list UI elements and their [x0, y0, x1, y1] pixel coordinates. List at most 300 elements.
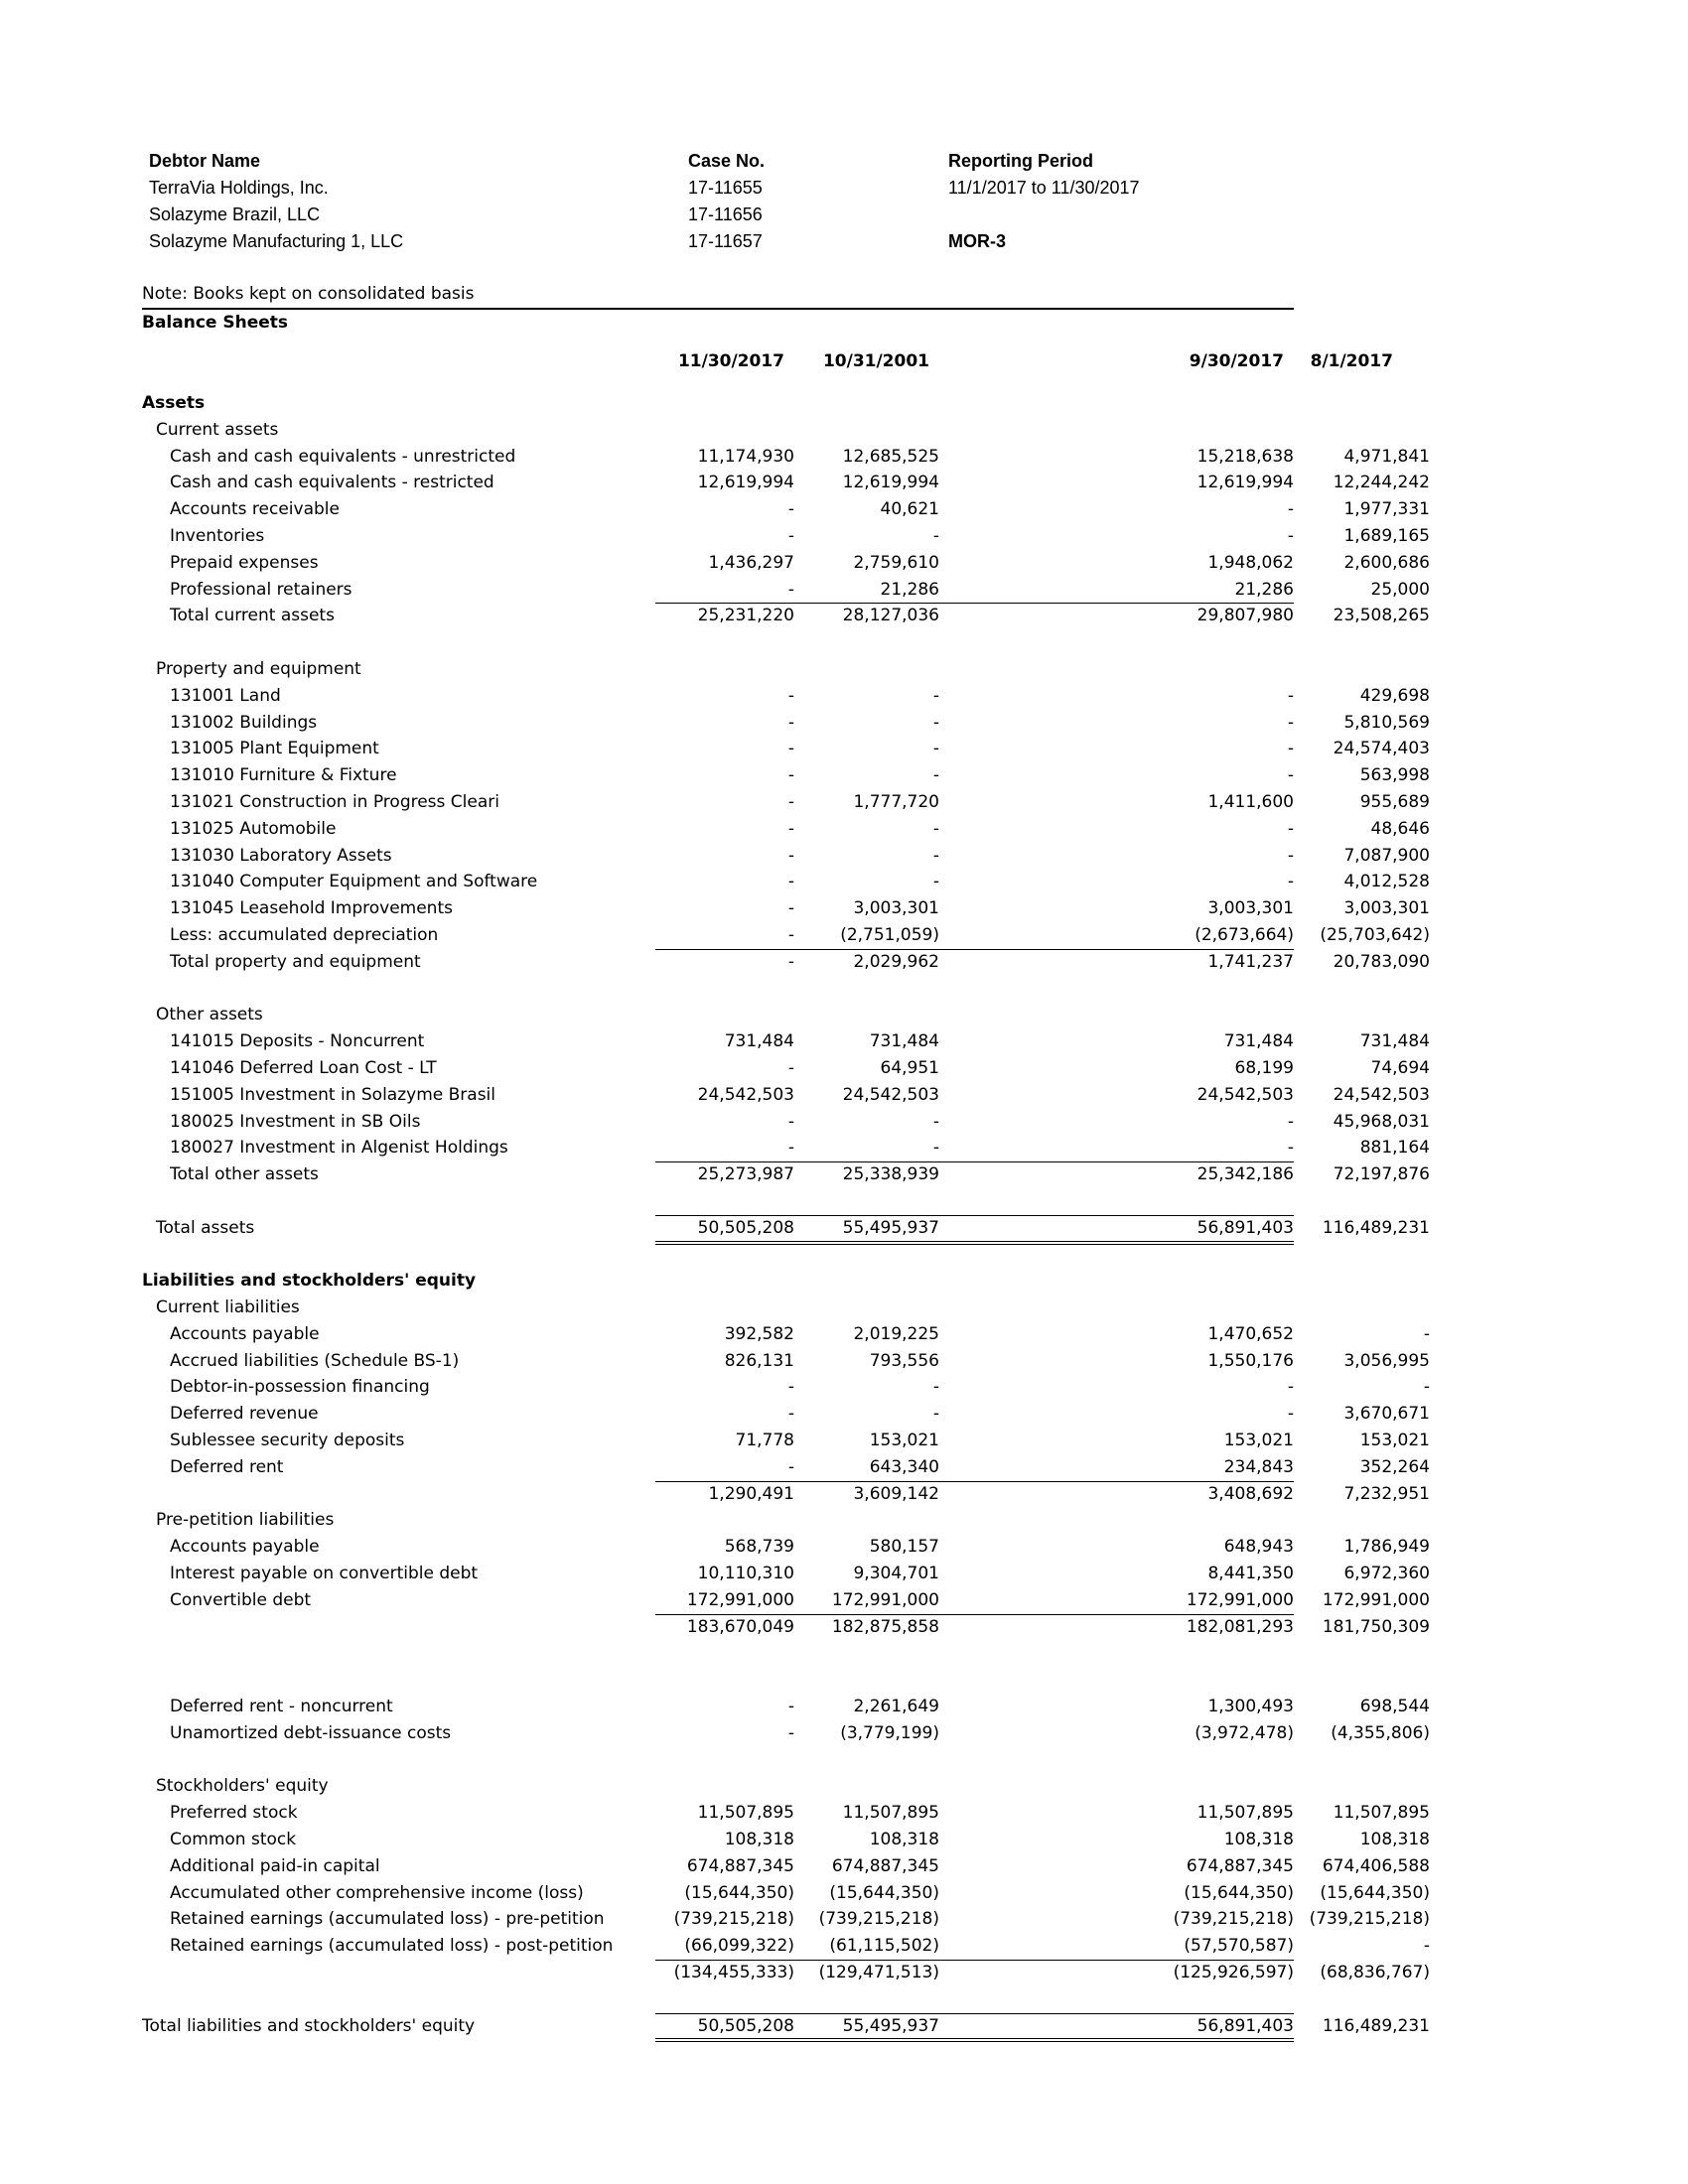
cell-value: (2,751,059) — [840, 924, 939, 945]
cell-value: 826,131 — [724, 1350, 794, 1371]
row-label: Preferred stock — [170, 1803, 298, 1824]
row-label: Cash and cash equivalents - unrestricted — [170, 446, 516, 467]
cell-value: 24,542,503 — [842, 1084, 939, 1105]
cell-value: 108,318 — [1359, 1830, 1430, 1850]
cell-value: 20,783,090 — [1333, 951, 1430, 972]
cell-value: 153,021 — [1223, 1431, 1294, 1451]
cell-value: (2,673,664) — [1195, 924, 1294, 945]
cell-value: 12,685,525 — [842, 446, 939, 467]
cell-value: - — [1287, 1111, 1294, 1132]
column-header: 10/31/2001 — [822, 351, 929, 371]
cell-value: - — [787, 1057, 794, 1078]
cell-value: 182,875,858 — [831, 1616, 939, 1637]
spacer — [142, 1747, 1294, 1774]
cell-value: 2,600,686 — [1343, 552, 1430, 573]
spacer — [142, 1667, 1294, 1694]
cell-value: - — [932, 845, 939, 866]
subtotal-row — [142, 1960, 1430, 1986]
cell-value: 45,968,031 — [1333, 1111, 1430, 1132]
cell-value: 1,777,720 — [853, 791, 939, 812]
cell-value: 48,646 — [1370, 818, 1430, 839]
cell-value: - — [932, 872, 939, 892]
cell-value: 108,318 — [869, 1830, 939, 1850]
cell-value: 1,411,600 — [1207, 791, 1294, 812]
cell-value: 4,012,528 — [1343, 872, 1430, 892]
row-label: Debtor-in-possession financing — [170, 1377, 430, 1398]
cell-value: - — [1287, 685, 1294, 706]
table-row — [142, 922, 1430, 949]
section-header — [142, 417, 1294, 444]
cell-value: - — [1287, 1404, 1294, 1425]
cell-value: - — [787, 1722, 794, 1743]
table-row — [142, 1906, 1430, 1933]
row-label: Assets — [142, 393, 206, 413]
reporting-period-label: Reporting Period — [948, 151, 1094, 171]
cell-value: 108,318 — [1223, 1830, 1294, 1850]
cell-value: (15,644,350) — [829, 1882, 939, 1903]
rule — [655, 1215, 1294, 1216]
cell-value: 731,484 — [1359, 1031, 1430, 1052]
cell-value: 11,174,930 — [697, 446, 794, 467]
cell-value: 172,991,000 — [1186, 1589, 1294, 1610]
cell-value: 11,507,895 — [697, 1803, 794, 1824]
table-row — [142, 816, 1430, 843]
cell-value: - — [1287, 818, 1294, 839]
case-no: 17-11655 — [688, 178, 763, 198]
cell-value: 181,750,309 — [1322, 1616, 1430, 1637]
cell-value: 50,505,208 — [697, 2015, 794, 2036]
table-row — [142, 710, 1430, 737]
cell-value: (134,455,333) — [673, 1963, 794, 1983]
cell-value: 643,340 — [869, 1456, 939, 1477]
cell-value: 674,887,345 — [831, 1855, 939, 1876]
cell-value: 3,609,142 — [853, 1483, 939, 1504]
double-rule — [655, 1241, 1294, 1245]
cell-value: (4,355,806) — [1331, 1722, 1430, 1743]
table-row — [142, 1853, 1430, 1880]
table-row — [142, 736, 1430, 762]
cell-value: 1,741,237 — [1207, 951, 1294, 972]
cell-value: (15,644,350) — [1320, 1882, 1430, 1903]
cell-value: 3,056,995 — [1343, 1350, 1430, 1371]
row-label: 131045 Leasehold Improvements — [170, 898, 453, 919]
rule — [655, 1960, 1294, 1961]
cell-value: - — [787, 898, 794, 919]
cell-value: 2,759,610 — [853, 552, 939, 573]
cell-value: - — [1423, 1936, 1430, 1957]
cell-value: 25,273,987 — [697, 1164, 794, 1185]
row-label: Inventories — [170, 525, 265, 546]
table-row — [142, 1401, 1430, 1428]
table-row — [142, 1454, 1430, 1481]
cell-value: 698,544 — [1359, 1697, 1430, 1717]
row-label: Liabilities and stockholders' equity — [142, 1271, 477, 1292]
cell-value: 234,843 — [1223, 1456, 1294, 1477]
assets-header — [142, 390, 1294, 417]
cell-value: 1,470,652 — [1207, 1323, 1294, 1344]
row-label: Prepaid expenses — [170, 552, 319, 573]
column-header: 11/30/2017 — [677, 351, 784, 371]
cell-value: 50,505,208 — [697, 1217, 794, 1238]
row-label: 151005 Investment in Solazyme Brasil — [170, 1084, 496, 1105]
cell-value: 74,694 — [1370, 1057, 1430, 1078]
row-label: 131005 Plant Equipment — [170, 739, 379, 759]
cell-value: (3,972,478) — [1195, 1722, 1294, 1743]
row-label: 141015 Deposits - Noncurrent — [170, 1031, 425, 1052]
row-label: Pre-petition liabilities — [156, 1510, 335, 1531]
cell-value: 3,003,301 — [1343, 898, 1430, 919]
cell-value: (61,115,502) — [829, 1936, 939, 1957]
table-row — [142, 1428, 1430, 1454]
cell-value: - — [1287, 1138, 1294, 1159]
cell-value: 731,484 — [1223, 1031, 1294, 1052]
cell-value: 28,127,036 — [842, 606, 939, 626]
cell-value: - — [787, 791, 794, 812]
cell-value: - — [787, 765, 794, 786]
table-row — [142, 1028, 1430, 1055]
cell-value: 64,951 — [880, 1057, 939, 1078]
cell-value: - — [787, 579, 794, 600]
table-row — [142, 550, 1430, 577]
debtor-block — [149, 148, 403, 255]
cell-value: 2,019,225 — [853, 1323, 939, 1344]
table-row — [142, 683, 1430, 710]
cell-value: 24,574,403 — [1333, 739, 1430, 759]
cell-value: 72,197,876 — [1333, 1164, 1430, 1185]
table-row — [142, 869, 1430, 895]
cell-value: 25,231,220 — [697, 606, 794, 626]
cell-value: - — [1423, 1377, 1430, 1398]
sheet-title: Balance Sheets — [142, 313, 289, 333]
cell-value: - — [787, 1111, 794, 1132]
cell-value: 429,698 — [1359, 685, 1430, 706]
cell-value: - — [1287, 739, 1294, 759]
balance-sheet — [142, 281, 1430, 2039]
spacer — [142, 1640, 1294, 1667]
cell-value: (68,836,767) — [1320, 1963, 1430, 1983]
table-row — [142, 523, 1430, 550]
row-label: Sublessee security deposits — [170, 1431, 405, 1451]
section-header — [142, 1507, 1294, 1534]
table-row — [142, 470, 1430, 496]
cell-value: 4,971,841 — [1343, 446, 1430, 467]
subtotal-row — [142, 603, 1430, 629]
cell-value: 6,972,360 — [1343, 1564, 1430, 1584]
cell-value: 12,619,994 — [1196, 473, 1294, 493]
cell-value: (3,779,199) — [840, 1722, 939, 1743]
row-label: Less: accumulated depreciation — [170, 924, 439, 945]
cell-value: - — [932, 765, 939, 786]
cell-value: 24,542,503 — [1196, 1084, 1294, 1105]
spacer — [142, 976, 1294, 1003]
cell-value: (125,926,597) — [1173, 1963, 1294, 1983]
cell-value: 7,232,951 — [1343, 1483, 1430, 1504]
row-label: Deferred revenue — [170, 1404, 319, 1425]
table-row — [142, 1082, 1430, 1109]
cell-value: 674,406,588 — [1322, 1855, 1430, 1876]
cell-value: 56,891,403 — [1196, 2015, 1294, 2036]
rule — [655, 2013, 1294, 2014]
cell-value: - — [787, 1377, 794, 1398]
case-no-label: Case No. — [688, 151, 766, 171]
column-header: 9/30/2017 — [1189, 351, 1284, 371]
row-label: Total other assets — [170, 1164, 319, 1185]
cell-value: 25,342,186 — [1196, 1164, 1294, 1185]
cell-value: 1,300,493 — [1207, 1697, 1294, 1717]
table-row — [142, 789, 1430, 816]
row-label: Current liabilities — [156, 1297, 300, 1318]
table-row — [142, 1348, 1430, 1375]
cell-value: 12,619,994 — [842, 473, 939, 493]
cell-value: 29,807,980 — [1196, 606, 1294, 626]
row-label: Additional paid-in capital — [170, 1855, 380, 1876]
row-label: 180025 Investment in SB Oils — [170, 1111, 421, 1132]
cell-value: 3,670,671 — [1343, 1404, 1430, 1425]
cell-value: 12,619,994 — [697, 473, 794, 493]
table-row — [142, 496, 1430, 523]
subtotal-row — [142, 1614, 1430, 1641]
subtotal-row — [142, 1161, 1430, 1188]
cell-value: 68,199 — [1234, 1057, 1294, 1078]
row-label: Professional retainers — [170, 579, 352, 600]
cell-value: 56,891,403 — [1196, 1217, 1294, 1238]
cell-value: - — [932, 712, 939, 733]
cell-value: 1,977,331 — [1343, 499, 1430, 520]
reporting-period: 11/1/2017 to 11/30/2017 — [948, 178, 1140, 198]
cell-value: 116,489,231 — [1322, 2015, 1430, 2036]
section-header — [142, 1773, 1294, 1800]
cell-value: - — [787, 872, 794, 892]
cell-value: 731,484 — [869, 1031, 939, 1052]
rule — [655, 1161, 1294, 1162]
cell-value: - — [787, 1404, 794, 1425]
cell-value: 1,786,949 — [1343, 1537, 1430, 1558]
case-block — [688, 148, 765, 255]
cell-value: 1,689,165 — [1343, 525, 1430, 546]
spacer — [142, 1188, 1294, 1215]
table-row — [142, 1321, 1430, 1348]
period-block — [948, 148, 1140, 255]
rule — [655, 1481, 1294, 1482]
row-label: 180027 Investment in Algenist Holdings — [170, 1138, 508, 1159]
row-label: Retained earnings (accumulated loss) - pre-petition — [170, 1909, 605, 1930]
rule — [655, 949, 1294, 950]
row-label: 141046 Deferred Loan Cost - LT — [170, 1057, 437, 1078]
row-label: Convertible debt — [170, 1589, 312, 1610]
cell-value: - — [1287, 499, 1294, 520]
cell-value: 731,484 — [724, 1031, 794, 1052]
cell-value: (739,215,218) — [673, 1909, 794, 1930]
table-row — [142, 1587, 1430, 1614]
cell-value: - — [932, 818, 939, 839]
cell-value: 3,408,692 — [1207, 1483, 1294, 1504]
cell-value: 71,778 — [735, 1431, 794, 1451]
cell-value: - — [1287, 525, 1294, 546]
spacer — [142, 1986, 1294, 2013]
cell-value: 21,286 — [1234, 579, 1294, 600]
cell-value: 2,029,962 — [853, 951, 939, 972]
row-label: Unamortized debt-issuance costs — [170, 1722, 452, 1743]
cell-value: 116,489,231 — [1322, 1217, 1430, 1238]
cell-value: 172,991,000 — [831, 1589, 939, 1610]
cell-value: (739,215,218) — [818, 1909, 939, 1930]
table-row — [142, 843, 1430, 870]
cell-value: 1,436,297 — [708, 552, 794, 573]
cell-value: (739,215,218) — [1173, 1909, 1294, 1930]
cell-value: - — [932, 1138, 939, 1159]
section-header — [142, 656, 1294, 683]
cell-value: 392,582 — [724, 1323, 794, 1344]
sheet-rows — [142, 390, 1430, 2039]
double-rule — [655, 2038, 1294, 2042]
subtotal-row — [142, 1481, 1430, 1508]
row-label: Total property and equipment — [170, 951, 421, 972]
row-label: 131040 Computer Equipment and Software — [170, 872, 538, 892]
table-row — [142, 577, 1430, 604]
row-label: Total assets — [156, 1217, 255, 1238]
cell-value: 25,338,939 — [842, 1164, 939, 1185]
cell-value: (25,703,642) — [1320, 924, 1430, 945]
row-label: Interest payable on convertible debt — [170, 1564, 479, 1584]
row-label: Accrued liabilities (Schedule BS-1) — [170, 1350, 460, 1371]
case-no: 17-11656 — [688, 205, 763, 224]
cell-value: 674,887,345 — [686, 1855, 794, 1876]
cell-value: 881,164 — [1359, 1138, 1430, 1159]
cell-value: 12,244,242 — [1333, 473, 1430, 493]
row-label: Other assets — [156, 1005, 263, 1025]
form-id: MOR-3 — [948, 231, 1006, 251]
cell-value: 153,021 — [1359, 1431, 1430, 1451]
cell-value: 5,810,569 — [1343, 712, 1430, 733]
cell-value: 8,441,350 — [1207, 1564, 1294, 1584]
row-label: 131025 Automobile — [170, 818, 337, 839]
cell-value: 580,157 — [869, 1537, 939, 1558]
cell-value: 568,739 — [724, 1537, 794, 1558]
table-row — [142, 1109, 1430, 1136]
cell-value: - — [1287, 845, 1294, 866]
debtor-name: TerraVia Holdings, Inc. — [149, 178, 329, 198]
table-row — [142, 1055, 1430, 1082]
column-header: 8/1/2017 — [1310, 351, 1393, 371]
debtor-name: Solazyme Manufacturing 1, LLC — [149, 231, 404, 251]
row-label: Accumulated other comprehensive income (loss) — [170, 1882, 584, 1903]
section-header — [142, 1295, 1294, 1321]
row-label: 131010 Furniture & Fixture — [170, 765, 397, 786]
table-row — [142, 1534, 1430, 1561]
debtor-name-label: Debtor Name — [149, 151, 261, 171]
table-row — [142, 444, 1430, 471]
table-row — [142, 1880, 1430, 1907]
cell-value: - — [787, 685, 794, 706]
cell-value: 11,507,895 — [842, 1803, 939, 1824]
row-label: Deferred rent - noncurrent — [170, 1697, 393, 1717]
table-row — [142, 1374, 1430, 1401]
cell-value: - — [932, 685, 939, 706]
cell-value: - — [787, 924, 794, 945]
row-label: Deferred rent — [170, 1456, 284, 1477]
cell-value: 21,286 — [880, 579, 939, 600]
cell-value: 108,318 — [724, 1830, 794, 1850]
table-row — [142, 1827, 1430, 1853]
row-label: Property and equipment — [156, 658, 361, 679]
cell-value: - — [932, 1111, 939, 1132]
case-no: 17-11657 — [688, 231, 763, 251]
cell-value: - — [787, 712, 794, 733]
cell-value: (66,099,322) — [684, 1936, 794, 1957]
table-row — [142, 1720, 1430, 1747]
cell-value: 172,991,000 — [686, 1589, 794, 1610]
cell-value: 11,507,895 — [1333, 1803, 1430, 1824]
note: Note: Books kept on consolidated basis — [142, 281, 1294, 310]
cell-value: 15,218,638 — [1196, 446, 1294, 467]
cell-value: - — [787, 845, 794, 866]
cell-value: - — [1287, 712, 1294, 733]
cell-value: (15,644,350) — [1184, 1882, 1294, 1903]
cell-value: 153,021 — [869, 1431, 939, 1451]
liabilities-header — [142, 1268, 1294, 1295]
spacer — [142, 629, 1294, 656]
row-label: Cash and cash equivalents - restricted — [170, 473, 494, 493]
cell-value: 55,495,937 — [842, 2015, 939, 2036]
cell-value: 3,003,301 — [853, 898, 939, 919]
cell-value: 183,670,049 — [686, 1616, 794, 1637]
cell-value: (15,644,350) — [684, 1882, 794, 1903]
row-label: Current assets — [156, 419, 279, 440]
rule — [655, 603, 1294, 604]
table-row — [142, 1933, 1430, 1960]
column-headers — [142, 337, 1393, 390]
cell-value: (57,570,587) — [1184, 1936, 1294, 1957]
spacer — [142, 1242, 1294, 1269]
row-label: Stockholders' equity — [156, 1776, 329, 1797]
cell-value: 10,110,310 — [697, 1564, 794, 1584]
cell-value: 23,508,265 — [1333, 606, 1430, 626]
cell-value: 11,507,895 — [1196, 1803, 1294, 1824]
cell-value: - — [787, 1697, 794, 1717]
cell-value: - — [787, 499, 794, 520]
cell-value: - — [1287, 872, 1294, 892]
cell-value: - — [787, 739, 794, 759]
cell-value: 40,621 — [880, 499, 939, 520]
cell-value: - — [932, 1377, 939, 1398]
cell-value: - — [787, 818, 794, 839]
cell-value: - — [787, 951, 794, 972]
table-row — [142, 762, 1430, 789]
cell-value: - — [787, 1138, 794, 1159]
row-label: Accounts payable — [170, 1323, 320, 1344]
row-label: 131030 Laboratory Assets — [170, 845, 392, 866]
row-label: 131002 Buildings — [170, 712, 318, 733]
row-label: Total current assets — [170, 606, 335, 626]
row-label: Retained earnings (accumulated loss) - post-petition — [170, 1936, 614, 1957]
table-row — [142, 1561, 1430, 1587]
cell-value: (129,471,513) — [818, 1963, 939, 1983]
total-assets-row — [142, 1215, 1430, 1242]
cell-value: 55,495,937 — [842, 1217, 939, 1238]
row-label: Common stock — [170, 1830, 297, 1850]
cell-value: - — [1287, 765, 1294, 786]
cell-value: 24,542,503 — [1333, 1084, 1430, 1105]
cell-value: - — [787, 525, 794, 546]
cell-value: 563,998 — [1359, 765, 1430, 786]
cell-value: - — [1287, 1377, 1294, 1398]
cell-value: 182,081,293 — [1186, 1616, 1294, 1637]
rule — [655, 1614, 1294, 1615]
table-row — [142, 1694, 1430, 1720]
row-label: Accounts payable — [170, 1537, 320, 1558]
cell-value: - — [787, 1456, 794, 1477]
cell-value: - — [932, 525, 939, 546]
